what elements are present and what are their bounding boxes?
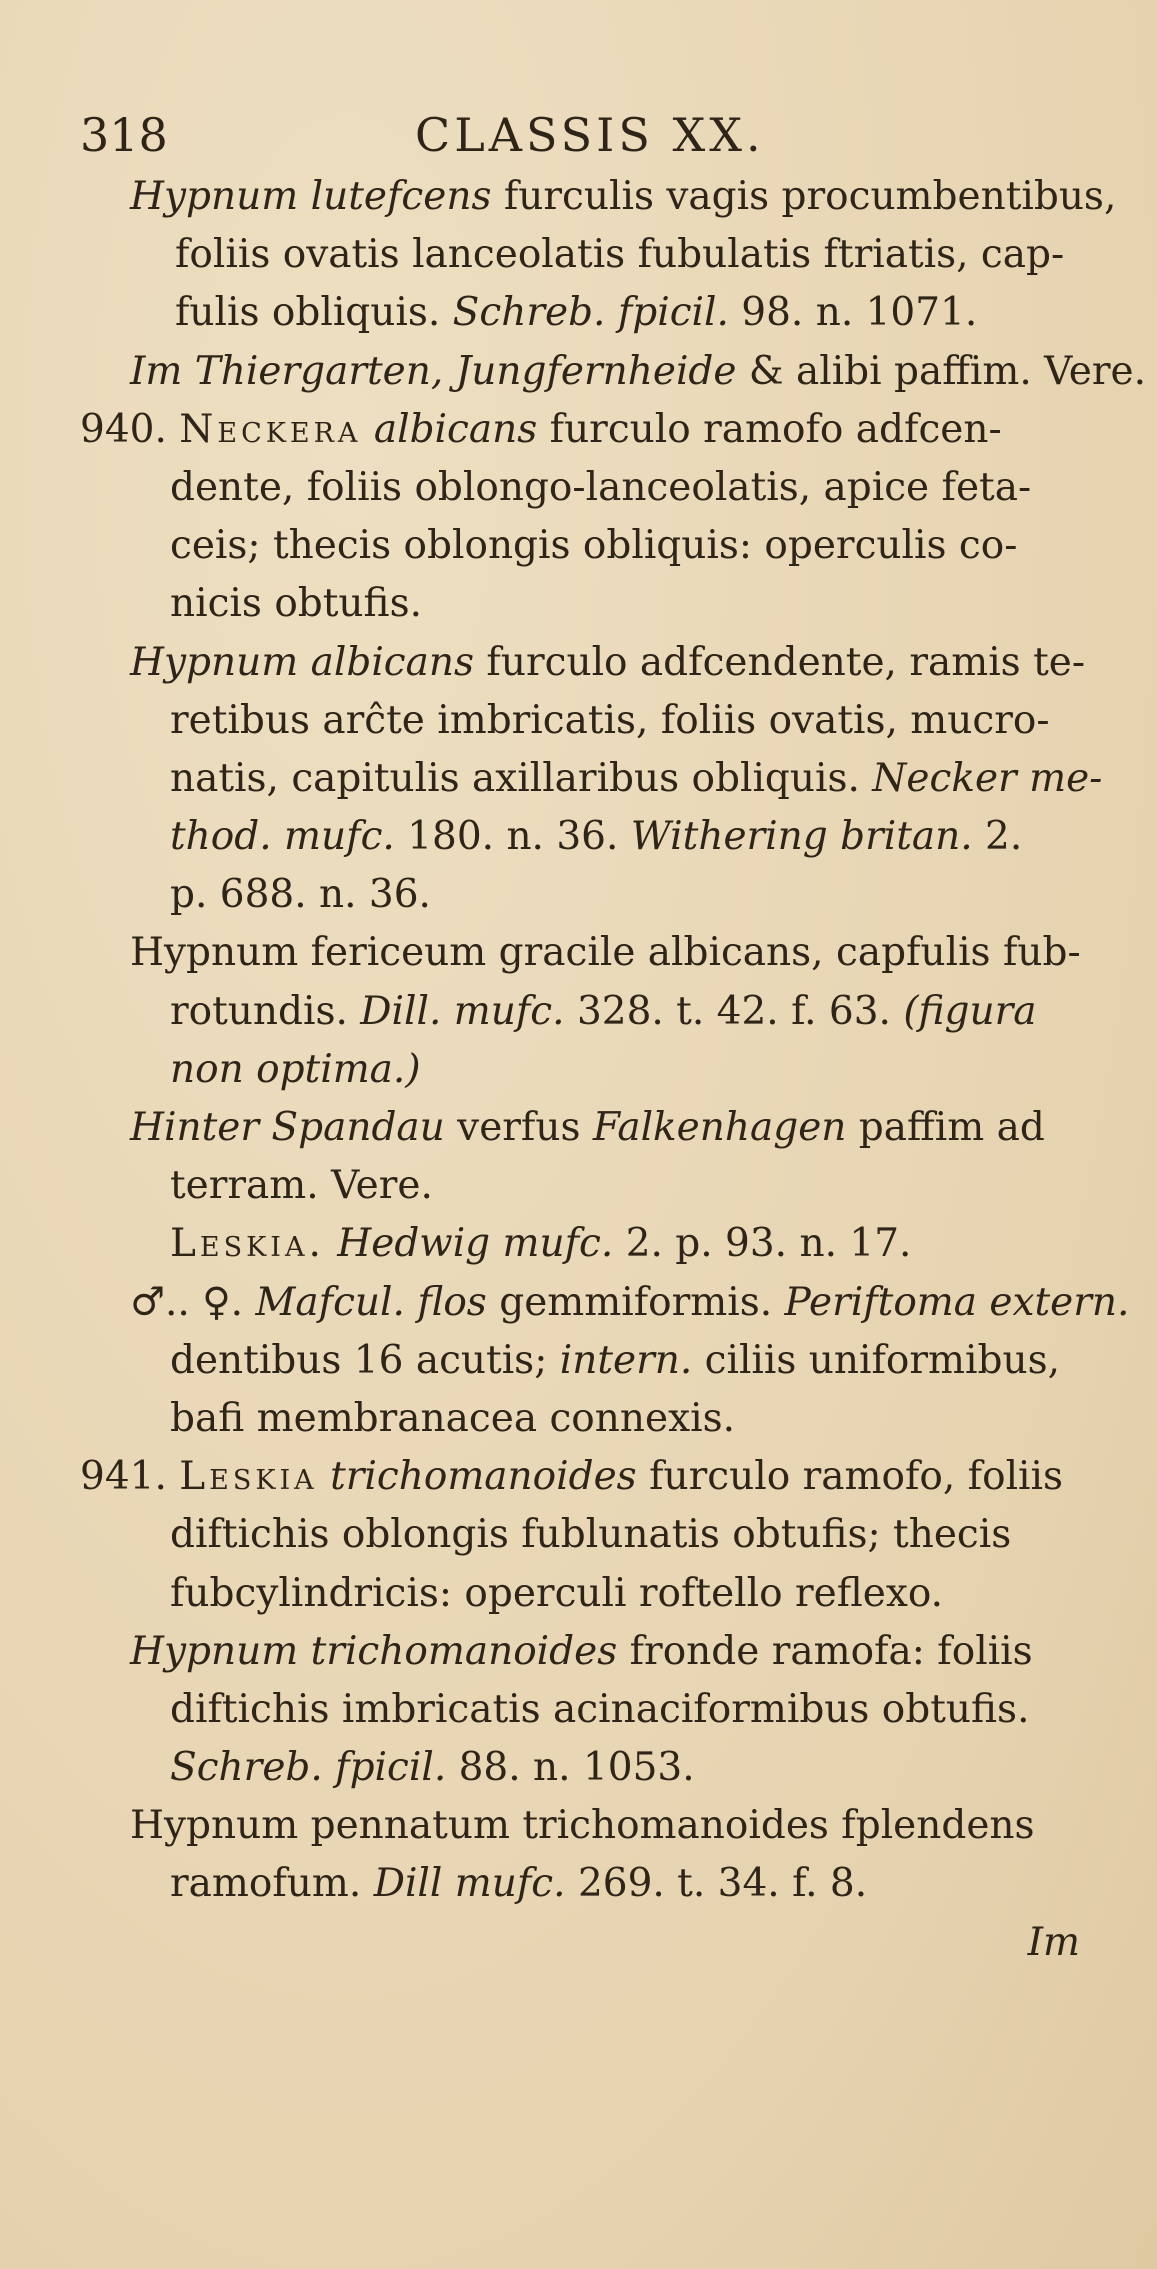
roman-text: diftichis oblongis fublunatis obtufis; thecis — [170, 1512, 1012, 1558]
text-line — [100, 808, 1090, 866]
text-line — [100, 1565, 1090, 1623]
text-line — [100, 1041, 1090, 1099]
italic-text: Dill mufc. — [373, 1861, 566, 1907]
text-line — [100, 575, 1090, 633]
roman-text: gemmiformis. — [486, 1279, 785, 1325]
italic-text: Hinter Spandau — [130, 1105, 445, 1150]
roman-text: bafi membranacea connexis. — [170, 1395, 735, 1441]
text-line — [100, 1739, 1090, 1797]
roman-text: 2. p. 93. n. 17. — [613, 1221, 912, 1267]
page-number: 318 — [80, 108, 168, 162]
roman-text: 940. — [80, 406, 180, 452]
text-line — [100, 1157, 1090, 1215]
italic-text: Schreb. fpicil. — [170, 1745, 447, 1791]
roman-text: retibus arĉte imbricatis, foliis ovatis, mucro- — [170, 697, 1050, 743]
page-header — [80, 108, 1077, 168]
roman-text: 269. t. 34. f. 8. — [565, 1861, 868, 1907]
roman-text: Hypnum pennatum trichomanoides fplendens — [130, 1803, 1035, 1849]
roman-text: dente, foliis oblongo-lanceolatis, apice feta- — [170, 464, 1032, 510]
roman-text — [325, 1221, 337, 1266]
roman-text: 180. n. 36. — [394, 814, 631, 860]
italic-text: thod. mufc. — [170, 814, 395, 860]
roman-text: paffim ad — [846, 1105, 1045, 1150]
roman-text: furculo adfcendente, ramis te- — [474, 639, 1086, 685]
roman-text: verfus — [444, 1105, 593, 1150]
italic-text: Schreb. fpicil. — [452, 290, 729, 336]
italic-text: Periftoma extern. — [784, 1279, 1130, 1325]
text-line — [100, 168, 1117, 226]
roman-text: foliis ovatis lanceolatis fubulatis ftriatis, cap- — [175, 232, 1065, 278]
italic-text: Mafcul. flos — [255, 1279, 487, 1325]
running-title: CLASSIS XX. — [415, 108, 765, 162]
roman-text: 328. t. 42. f. 63. — [564, 988, 904, 1034]
text-line — [100, 1390, 1090, 1448]
italic-text: (figura — [903, 988, 1037, 1034]
genus-name: Neckera — [179, 406, 362, 452]
roman-text: dentibus 16 acutis; — [170, 1337, 560, 1383]
roman-text: 98. n. 1071. — [728, 290, 978, 336]
text-line — [100, 1797, 1090, 1855]
text-line — [100, 983, 1090, 1041]
genus-name: Leskia — [179, 1454, 318, 1500]
text-line — [80, 1448, 1090, 1506]
roman-text: 88. n. 1053. — [446, 1745, 695, 1791]
roman-text: 2. — [972, 814, 1023, 860]
roman-text: ramofum. — [170, 1861, 374, 1907]
italic-text: Im Thiergarten, Jungfernheide — [130, 348, 737, 394]
roman-text: nicis obtufis. — [170, 581, 422, 627]
roman-text: furculo ramofo, foliis — [636, 1454, 1064, 1500]
roman-text — [318, 1454, 330, 1499]
roman-text: rotundis. — [170, 988, 361, 1034]
roman-text: fubcylindricis: operculi roftello reflexo. — [170, 1570, 944, 1616]
text-line — [100, 634, 1090, 692]
italic-text: Im — [1027, 1919, 1080, 1965]
roman-text: ciliis uniformibus, — [692, 1337, 1061, 1383]
text-line — [100, 750, 1103, 808]
italic-text: Hedwig mufc. — [337, 1221, 614, 1267]
italic-text: Falkenhagen — [592, 1105, 847, 1150]
text-line — [100, 866, 1090, 924]
roman-text: furculis vagis procumbentibus, — [491, 174, 1117, 219]
italic-text: Hypnum albicans — [130, 639, 475, 685]
roman-text: terram. Vere. — [170, 1163, 433, 1209]
body-text — [80, 168, 1146, 1972]
text-line — [100, 1215, 1090, 1273]
italic-text: Necker me- — [872, 755, 1103, 801]
roman-text: ♂.. ♀. — [130, 1279, 256, 1325]
text-line — [100, 517, 1090, 575]
italic-text: non optima.) — [170, 1046, 421, 1092]
italic-text: Withering britan. — [630, 814, 973, 860]
roman-text: fulis obliquis. — [175, 290, 453, 336]
text-line — [100, 226, 1090, 284]
roman-text: ceis; thecis oblongis obliquis: operculis co- — [170, 523, 1018, 569]
text-line — [100, 1099, 1090, 1157]
roman-text: natis, capitulis axillaribus obliquis. — [170, 755, 873, 801]
italic-text: trichomanoides — [330, 1454, 637, 1500]
text-line — [80, 401, 1090, 459]
roman-text: Hypnum fericeum gracile albicans, capfulis fub- — [130, 930, 1081, 976]
text-line — [100, 692, 1090, 750]
roman-text: 941. — [80, 1454, 180, 1500]
italic-text: Hypnum lutefcens — [130, 174, 492, 219]
roman-text: p. 688. n. 36. — [170, 872, 431, 918]
text-line — [100, 924, 1090, 982]
text-line — [100, 284, 1090, 342]
text-line — [100, 1914, 1090, 1972]
text-line — [100, 1332, 1090, 1390]
roman-text: fronde ramofa: foliis — [617, 1628, 1033, 1674]
text-line — [100, 1681, 1090, 1739]
text-line — [100, 459, 1090, 517]
roman-text: & alibi paffim. Vere. — [736, 348, 1146, 394]
text-line — [100, 1855, 1090, 1913]
italic-text: intern. — [559, 1337, 693, 1383]
roman-text: diftichis imbricatis acinaciformibus obtufis. — [170, 1686, 1030, 1732]
text-line — [100, 1623, 1090, 1681]
italic-text: Dill. mufc. — [360, 988, 565, 1034]
text-line — [100, 1274, 1130, 1332]
text-line — [100, 343, 1146, 401]
roman-text — [361, 407, 373, 452]
genus-name: Leskia. — [170, 1221, 325, 1267]
text-line — [100, 1506, 1090, 1564]
roman-text: furculo ramofo adfcen- — [537, 406, 1002, 452]
italic-text: Hypnum trichomanoides — [130, 1628, 618, 1674]
italic-text: albicans — [373, 406, 538, 452]
